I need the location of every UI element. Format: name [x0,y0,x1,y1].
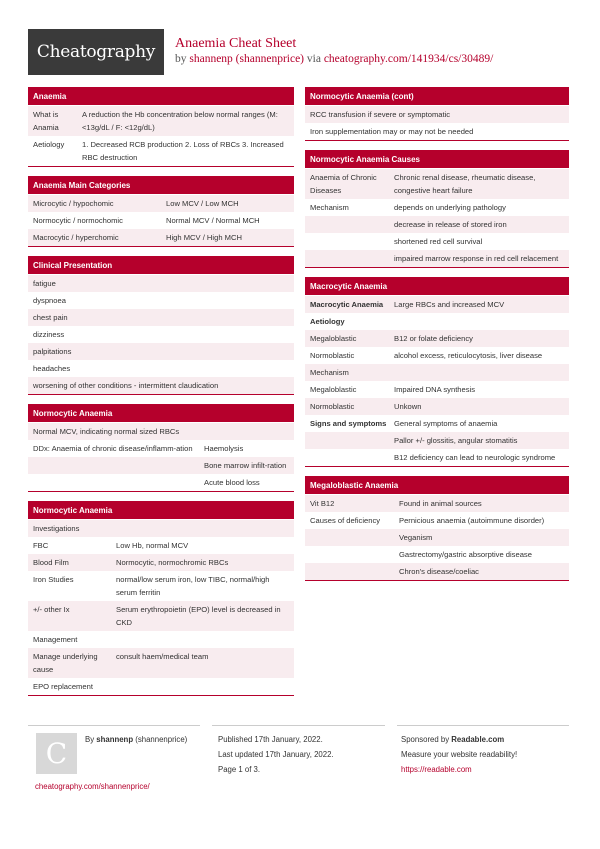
intro-text: Normal MCV, indicating normal sized RBCs [33,427,180,436]
row-value: alcohol excess, reticulocytosis, liver disease [394,351,543,360]
table-row [305,529,569,546]
row-value: impaired marrow response in red cell relacement [394,254,559,263]
row-label-empty [310,548,399,561]
table-row [28,474,294,491]
normocytic-box-2 [28,501,294,696]
row-label: Blood Film [33,558,69,567]
sheet-url-link[interactable]: cheatography.com/141934/cs/30489/ [323,53,494,65]
row-value: High MCV / High MCH [166,233,242,242]
row-value: Low Hb, normal MCV [116,541,189,550]
row-label: Causes of deficiency [310,516,381,525]
list-item [305,123,569,140]
row-value: Haemolysis [204,444,244,453]
table-row [305,296,569,313]
row-label-empty [310,531,399,544]
byline [175,53,493,65]
row-value: 1. Decreased RCB production 2. Loss of RBCs 3. Increased RBC destruction [82,140,284,162]
sponsor-line [401,732,517,747]
row-label-empty [310,451,394,464]
row-label: DDx: Anaemia of chronic disease/inflamm-ation [33,444,193,453]
row-value: Serum erythropoietin (EPO) level is decreased in CKD [116,605,281,627]
list-item-text: chest pain [33,313,68,322]
list-item [28,309,294,326]
table-row [28,537,294,554]
row-value: Chronic renal disease, rheumatic disease, congestive heart failure [394,173,536,195]
row-value: depends on underlying pathology [394,203,506,212]
megaloblastic-box [305,476,569,581]
page-header [28,29,568,75]
list-item [28,292,294,309]
row-value: General symptoms of anaemia [394,419,498,428]
author-avatar[interactable]: C [36,733,77,774]
table-row [305,216,569,233]
section-heading: Macrocytic Anaemia [305,277,569,296]
published-date: Published 17th January, 2022. [218,735,323,744]
subheading: Management [33,635,78,644]
row-value: B12 deficiency can lead to neurologic syndrome [394,453,556,462]
row-label: Macrocytic Anaemia [310,300,384,309]
row-label: Iron Studies [33,575,74,584]
table-row [28,229,294,246]
byline-prefix: by [175,53,190,65]
list-item [28,423,294,440]
row-label: Mechanism [310,203,349,212]
right-column [305,87,569,590]
row-label: Normoblastic [310,351,355,360]
row-label-empty [310,434,394,447]
list-item [28,343,294,360]
row-label: Vit B12 [310,499,335,508]
list-item-text: RCC transfusion if severe or symptomatic [310,110,451,119]
clinical-box [28,256,294,395]
row-label: Manage underlying cause [33,652,98,674]
list-item [28,326,294,343]
profile-link[interactable]: cheatography.com/shannenprice/ [35,782,150,791]
subheading: Aetiology [310,317,345,326]
list-item [305,313,569,330]
table-row [305,495,569,512]
row-value: Normal MCV / Normal MCH [166,216,260,225]
list-item-text: EPO replacement [33,682,93,691]
page-number: Page 1 of 3. [218,765,261,774]
table-row [28,554,294,571]
list-item-text: headaches [33,364,71,373]
normocytic-box-1 [28,404,294,492]
footer-divider [397,725,569,726]
table-row [305,512,569,529]
footer-by-prefix: By [85,735,97,744]
row-value: Pallor +/- glossitis, angular stomatitis [394,436,518,445]
byline-via: via [304,53,324,65]
row-label-empty [310,235,394,248]
list-item [28,275,294,292]
table-row [305,546,569,563]
section-heading: Normocytic Anaemia (cont) [305,87,569,106]
row-label: Macrocytic / hyperchomic [33,233,119,242]
normocytic-cont-box [305,87,569,141]
table-row [28,601,294,631]
row-value: consult haem/medical team [116,652,209,661]
list-item [28,520,294,537]
row-label: Megaloblastic [310,334,357,343]
section-heading: Normocytic Anaemia Causes [305,150,569,169]
list-item [28,360,294,377]
table-row [28,195,294,212]
row-value: Normocytic, normochromic RBCs [116,558,229,567]
row-label: Microcytic / hypochomic [33,199,114,208]
sponsor-prefix: Sponsored by [401,735,452,744]
row-label-empty [33,476,204,489]
row-value: Impaired DNA synthesis [394,385,476,394]
row-value: A reduction the Hb concentration below normal ranges (M: <13g/dL / F: <12g/dL) [82,110,278,132]
table-row [28,212,294,229]
subheading: Investigations [33,524,80,533]
row-value: Large RBCs and increased MCV [394,300,505,309]
updated-date: Last updated 17th January, 2022. [218,750,334,759]
macrocytic-box [305,277,569,467]
cheatography-logo[interactable]: Cheatography [28,29,164,75]
footer-sponsor [401,732,517,777]
row-label: FBC [33,541,49,550]
row-value: Unkown [394,402,422,411]
row-value: Bone marrow infilt-ration [204,461,287,470]
row-value: B12 or folate deficiency [394,334,473,343]
section-heading: Normocytic Anaemia [28,404,294,423]
left-column [28,87,294,705]
table-row [28,106,294,136]
table-row [305,330,569,347]
row-value: Low MCV / Low MCH [166,199,239,208]
section-heading: Normocytic Anaemia [28,501,294,520]
list-item-text: worsening of other conditions - intermittent claudication [33,381,219,390]
list-item-text: Iron supplementation may or may not be needed [310,127,474,136]
table-row [305,199,569,216]
row-label: Megaloblastic [310,385,357,394]
anaemia-box [28,87,294,167]
table-row [305,250,569,267]
table-row [305,347,569,364]
footer-dates [218,732,334,777]
page-footer [28,725,569,805]
categories-box [28,176,294,247]
row-label: +/- other Ix [33,605,70,614]
table-row [305,449,569,466]
sponsor-link[interactable]: https://readable.com [401,765,472,774]
normocytic-causes-box [305,150,569,268]
footer-author [85,732,187,747]
row-label: Aetiology [33,140,65,149]
row-label-empty [310,565,399,578]
table-row [28,571,294,601]
row-label: Signs and symptoms [310,419,387,428]
footer-by-suffix: (shannenprice) [133,735,188,744]
row-label: Normocytic / normochomic [33,216,123,225]
table-row [305,169,569,199]
footer-divider [28,725,200,726]
table-row [305,233,569,250]
row-label: Anaemia of Chronic Diseases [310,173,377,195]
list-item [28,377,294,394]
list-item [305,364,569,381]
row-value: Pernicious anaemia (autoimmune disorder) [399,516,545,525]
list-item [28,631,294,648]
row-value: Chron's disease/coeliac [399,567,479,576]
row-label-empty [310,218,394,231]
section-heading: Anaemia Main Categories [28,176,294,195]
list-item [28,678,294,695]
sponsor-name[interactable]: Readable.com [451,735,505,744]
row-value: Found in animal sources [399,499,482,508]
footer-divider [212,725,385,726]
list-item-text: palpitations [33,347,72,356]
row-label-empty [33,459,204,472]
table-row [305,381,569,398]
page-title: Anaemia Cheat Sheet [175,36,297,51]
row-value: decrease in release of stored iron [394,220,507,229]
table-row [28,136,294,166]
list-item-text: dizziness [33,330,65,339]
table-row [28,440,294,457]
table-row [305,415,569,432]
sponsor-text: Measure your website readability! [401,750,518,759]
list-item [305,106,569,123]
row-value: normal/low serum iron, low TIBC, normal/high serum ferritin [116,575,270,597]
row-value: shortened red cell survival [394,237,483,246]
list-item-text: dyspnoea [33,296,66,305]
table-row [305,398,569,415]
row-label: Normoblastic [310,402,355,411]
subheading: Mechanism [310,368,349,377]
table-row [305,432,569,449]
author-link[interactable]: shannenp (shannenprice) [189,53,305,65]
table-row [28,457,294,474]
footer-author-link[interactable]: shannenp [96,735,134,744]
section-heading: Clinical Presentation [28,256,294,275]
row-value: Veganism [399,533,433,542]
table-row [28,648,294,678]
row-label-empty [310,252,394,265]
section-heading: Anaemia [28,87,294,106]
list-item-text: fatigue [33,279,56,288]
row-value: Gastrectomy/gastric absorptive disease [399,550,532,559]
row-value: Acute blood loss [204,478,260,487]
section-heading: Megaloblastic Anaemia [305,476,569,495]
table-row [305,563,569,580]
row-label: What is Anamia [33,110,59,132]
